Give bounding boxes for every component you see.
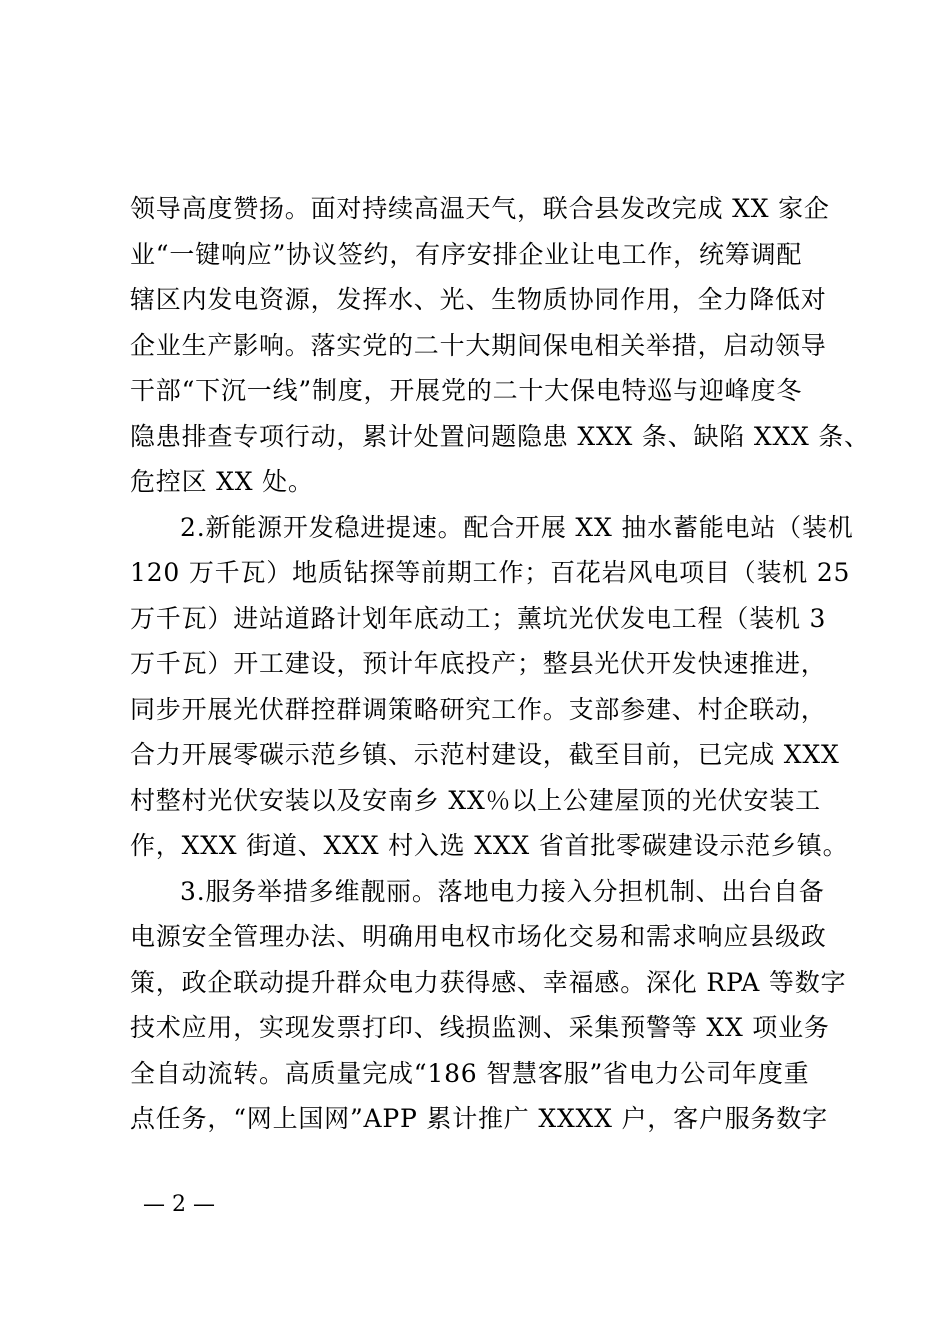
text-line: 万千瓦）进站道路计划年底动工；薰坑光伏发电工程（装机 3 xyxy=(130,603,827,633)
text-line: 同步开展光伏群控群调策略研究工作。支部参建、村企联动， xyxy=(130,694,827,724)
text-line: 电源安全管理办法、明确用电权市场化交易和需求响应县级政 xyxy=(130,922,827,951)
text-line: 干部“下沉一线”制度，开展党的二十大保电特巡与迎峰度冬 xyxy=(130,376,803,405)
text-line: 村整村光伏安装以及安南乡 XX％以上公建屋顶的光伏安装工 xyxy=(130,785,821,815)
text-line: 点任务，“网上国网”APP 累计推广 XXXX 户，客户服务数字 xyxy=(130,1104,828,1133)
paragraph-heading-line: 2.新能源开发稳进提速。配合开展 XX 抽水蓄能电站（装机 xyxy=(180,512,854,542)
text-line: 全自动流转。高质量完成“186 智慧客服”省电力公司年度重 xyxy=(130,1058,810,1088)
body-text xyxy=(130,186,870,1142)
text-line: 合力开展零碳示范乡镇、示范村建设，截至目前，已完成 XXX xyxy=(130,740,840,769)
text-line: 业“一键响应”协议签约，有序安排企业让电工作，统筹调配 xyxy=(130,239,803,269)
text-line: 辖区内发电资源，发挥水、光、生物质协同作用，全力降低对 xyxy=(130,285,827,314)
text-line: 技术应用，实现发票打印、线损监测、采集预警等 XX 项业务 xyxy=(130,1013,830,1042)
text-line: 隐患排查专项行动，累计处置问题隐患 XXX 条、缺陷 XXX 条、 xyxy=(130,421,870,451)
text-line: 企业生产影响。落实党的二十大期间保电相关举措，启动领导 xyxy=(130,330,827,360)
text-line: 策，政企联动提升群众电力获得感、幸福感。深化 RPA 等数字 xyxy=(130,967,847,997)
text-line: 作，XXX 街道、XXX 村入选 XXX 省首批零碳建设示范乡镇。 xyxy=(130,831,849,860)
page-number: — 2 — xyxy=(143,1192,215,1217)
text-line: 120 万千瓦）地质钻探等前期工作；百花岩风电项目（装机 25 xyxy=(130,558,851,587)
text-line: 领导高度赞扬。面对持续高温天气，联合县发改完成 XX 家企 xyxy=(130,194,830,223)
text-line: 危控区 XX 处。 xyxy=(130,467,314,496)
paragraph-heading-line: 3.服务举措多维靓丽。落地电力接入分担机制、出台自备 xyxy=(180,876,825,906)
text-line: 万千瓦）开工建设，预计年底投产；整县光伏开发快速推进， xyxy=(130,649,827,678)
